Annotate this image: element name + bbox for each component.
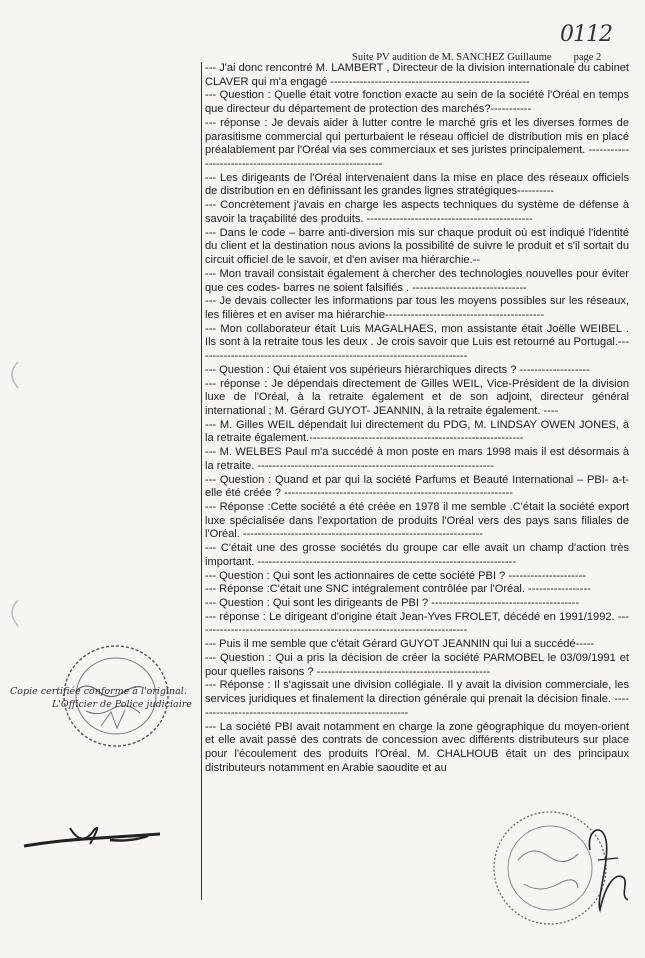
official-seal-icon xyxy=(478,800,640,935)
stamp-seal-icon xyxy=(6,636,178,758)
stamp-officer-text: L'Officier de Police judiciaire xyxy=(52,699,192,710)
margin-mark xyxy=(2,598,22,628)
page-label: page 2 xyxy=(573,52,602,63)
signature-scribble-icon xyxy=(20,818,170,858)
stamp-certification-text: Copie certifiée conforme à l'original. xyxy=(10,686,187,697)
margin-mark xyxy=(2,360,22,390)
running-title: Suite PV audition de M. SANCHEZ Guillaume xyxy=(352,52,552,63)
handwritten-page-number: 0112 xyxy=(560,22,612,47)
transcript-body: --- J'ai donc rencontré M. LAMBERT , Directeur de la division internationale du cabinet CLAVER qui m'a engagé ------------------------------------------------------ --- Question : Quelle était votre fonction exacte au sein de la société l'Oréal en temps que directeur du département de protection des marchés?----------- --- réponse : Je devais aider à lutter contre le marché gris et les diverses formes de parasitisme commercial qui perturbaient le réseau officiel de distribution mis en placé préalablement par l'Oréal via ses commerciaux et ses juristes principalement. ----------------------------------------------------------- --- Les dirigeants de l'Oréal intervenaient dans la mise en place des réseaux officiels de distribution en en définissant les grandes lignes stratégiques---------- --- Concrètement j'avais en charge les aspects techniques du système de défense à savoir la traçabilité des produits. --------------------------------------------- --- Dans le code – barre anti-diversion mis sur chaque produit où est indiqué l'identité du client et la destination nous avions la possibilité de suivre le produit et s'il sortait du circuit officiel de le savoir, et d'en aviser ma hiérarchie.-- --- Mon travail consistait également à chercher des technologies nouvelles pour éviter que ces codes- barres ne soient falsifiés . ------------------------------- --- Je devais collecter les informations par tous les moyens possibles sur les réseaux, les filières et en aviser ma hiérarchie------------------------------------------- --- Mon collaborateur était Luis MAGALHAES, mon assistante était Joëlle WEIBEL . Ils sont à la retraite tous les deux . Je crois savoir que Luis est retourné au Portugal.-------------------------------------------------------------------------- --- Question : Qui étaient vos supérieurs hiérarchiques directs ? ------------------- --- réponse : Je dépendais directement de Gilles WEIL, Vice-Président de la division luxe de l'Oréal, à la retraite également et de son adjoint, directeur général international ; M. Gérard GUYOT- JEANNIN, à la retraite également. ---- --- M. Gilles WEIL dépendait lui directement du PDG, M. LINDSAY OWEN JONES, à la retraite également.---------------------------------------------------------- --- M. WELBES Paul m'a succédé à mon poste en mars 1998 mais il est désormais à la retraite. ---------------------------------------------------------------- --- Question : Quand et par qui la société Parfums et Beauté International – PBI- a-t-elle été créée ? -------------------------------------------------------------- --- Réponse :Cette société a été créée en 1978 il me semble .C'était la société export luxe spécialisée dans l'exportation de produits l'Oréal vers des pays sans filiales de l'Oréal. ----------------------------------------------------------------- --- C'était une des grosse sociétés du groupe car elle avait un champ d'action très important. ---------------------------------------------------------------------- --- Question : Qui sont les actionnaires de cette société PBI ? --------------------- --- Réponse :C'était une SNC intégralement contrôlée par l'Oréal. ----------------- --- Question : Qui sont les dirigeants de PBI ? ---------------------------------------- --- réponse : Le dirigeant d'origine était Jean-Yves FROLET, décédé en 1991/1992. -------------------------------------------------------------------------- --- Puis il me semble que c'était Gérard GUYOT JEANNIN qui lui a succédé----- --- Question : Qui a pris la décision de créer la société PARMOBEL le 03/09/1991 et pour quelles raisons ? ----------------------------------------------- --- Réponse : Il s'agissait une division collégiale. Il y avait la division commerciale, les services juridiques et finalement la direction générale qui prenait la décision finale. ----------------------------------------------------------- --- La société PBI avait notamment en charge la zone géographique du moyen-orient et elle avait passé des contrats de concession avec différents distributeurs sur place pour l'écoulement des produits l'Oréal. M. CHALHOUB était un des principaux distributeurs notamment en Arabie saoudite et au xyxy=(205,62,629,774)
certification-stamp xyxy=(6,636,192,758)
margin-rule xyxy=(201,62,202,900)
official-seal-stamp xyxy=(478,800,640,935)
